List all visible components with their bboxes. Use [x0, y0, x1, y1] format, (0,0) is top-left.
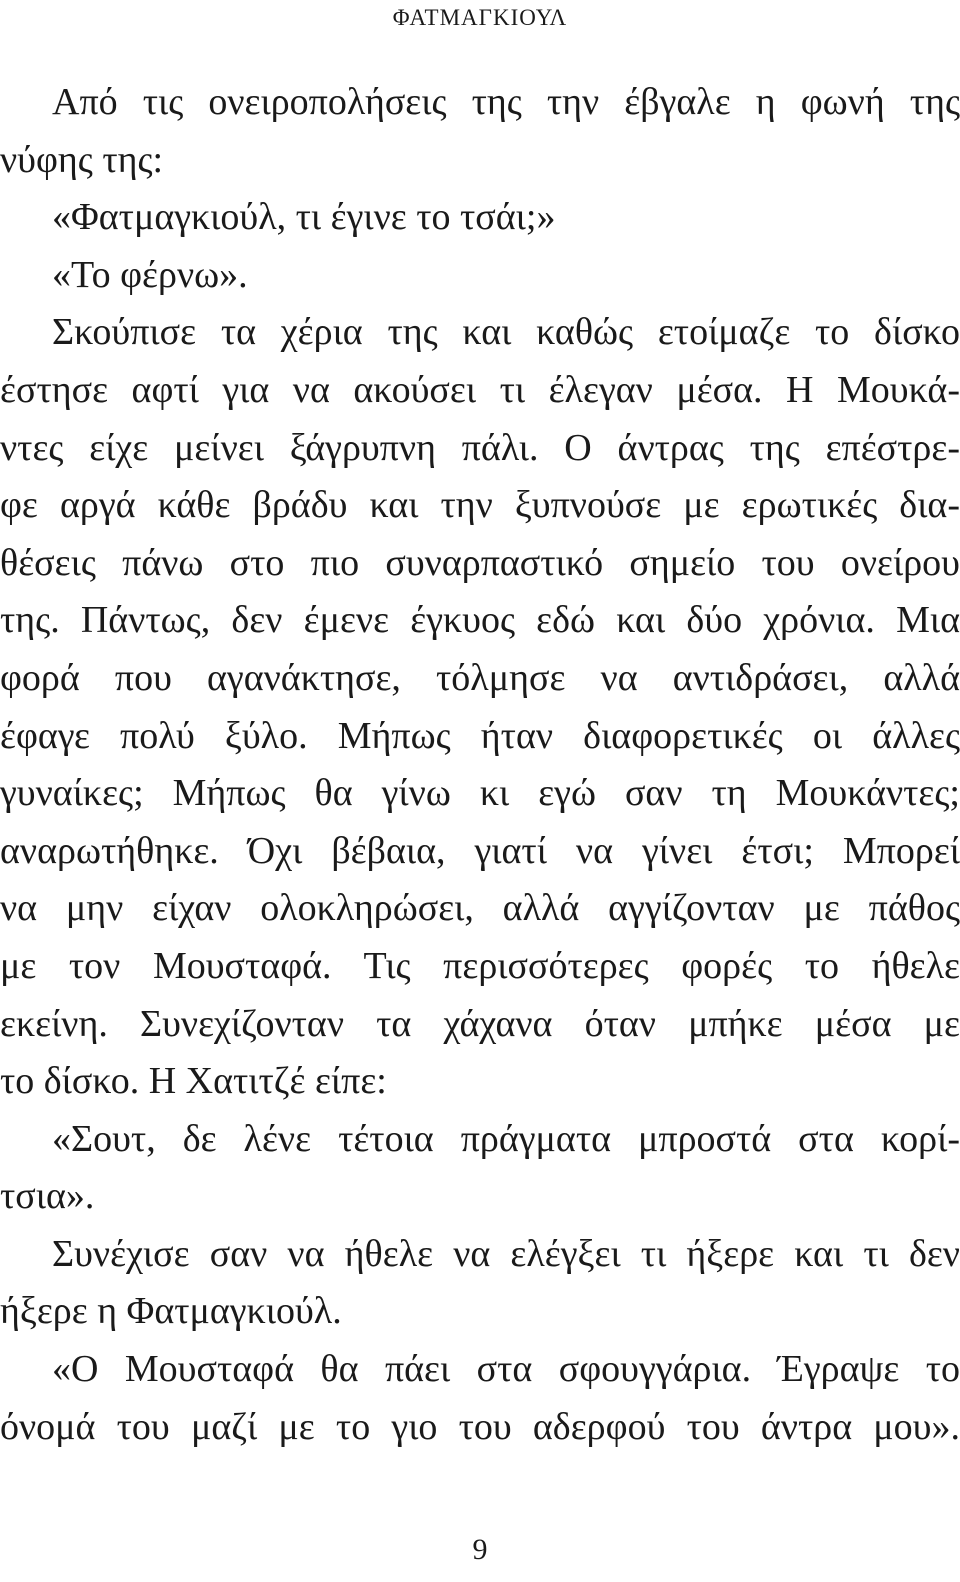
text-line: Από τις ονειροπολήσεις της την έβγαλε η φωνή της: [52, 81, 960, 123]
text-line: «Το φέρνω».: [52, 253, 248, 296]
text-line: με τον Μουσταφά. Τις περισσότερες φορές το ήθελε: [0, 944, 960, 987]
text-line: φορά που αγανάκτησε, τόλμησε να αντιδράσει, αλλά: [0, 656, 960, 699]
text-line: θέσεις πάνω στο πιο συναρπαστικό σημείο του ονείρου: [0, 541, 960, 584]
text-line: ντες είχε μείνει ξάγρυπνη πάλι. Ο άντρας της επέστρε-: [0, 426, 960, 469]
text-line: εκείνη. Συνεχίζονταν τα χάχανα όταν μπήκε μέσα με: [0, 1002, 960, 1045]
text-line: αναρωτήθηκε. Όχι βέβαια, γιατί να γίνει έτσι; Μπορεί: [0, 829, 960, 872]
text-line: «Φατμαγκιούλ, τι έγινε το τσάι;»: [52, 196, 556, 239]
page-number: 9: [472, 1533, 488, 1566]
text-line: φε αργά κάθε βράδυ και την ξυπνούσε με ερωτικές δια-: [0, 484, 960, 527]
text-line: τσια».: [0, 1175, 95, 1218]
text-line: γυναίκες; Μήπως θα γίνω κι εγώ σαν τη Μουκάντες;: [0, 772, 960, 815]
running-head: ΦΑΤΜΑΓΚΙΟΥΛ: [392, 5, 568, 30]
body-text: [0, 74, 960, 1456]
text-line: νύφης της:: [0, 138, 164, 181]
text-line: το δίσκο. Η Χατιτζέ είπε:: [0, 1060, 387, 1103]
text-line: της. Πάντως, δεν έμενε έγκυος εδώ και δύο χρόνια. Μια: [0, 599, 960, 642]
text-line: «Σουτ, δε λένε τέτοια πράγματα μπροστά στα κορί-: [52, 1117, 960, 1160]
text-line: όνομά του μαζί με το γιο του αδερφού του άντρα μου».: [0, 1405, 960, 1448]
text-line: «Ο Μουσταφά θα πάει στα σφουγγάρια. Έγραψε το: [52, 1348, 960, 1391]
text-line: ήξερε η Φατμαγκιούλ.: [0, 1290, 342, 1333]
text-line: Συνέχισε σαν να ήθελε να ελέγξει τι ήξερε και τι δεν: [52, 1232, 960, 1275]
text-line: έφαγε πολύ ξύλο. Μήπως ήταν διαφορετικές οι άλλες: [0, 714, 960, 757]
text-line: έστησε αφτί για να ακούσει τι έλεγαν μέσα. Η Μουκά-: [0, 368, 960, 411]
text-line: να μην είχαν ολοκληρώσει, αλλά αγγίζονταν με πάθος: [0, 887, 960, 930]
text-line: Σκούπισε τα χέρια της και καθώς ετοίμαζε το δίσκο: [52, 311, 960, 354]
